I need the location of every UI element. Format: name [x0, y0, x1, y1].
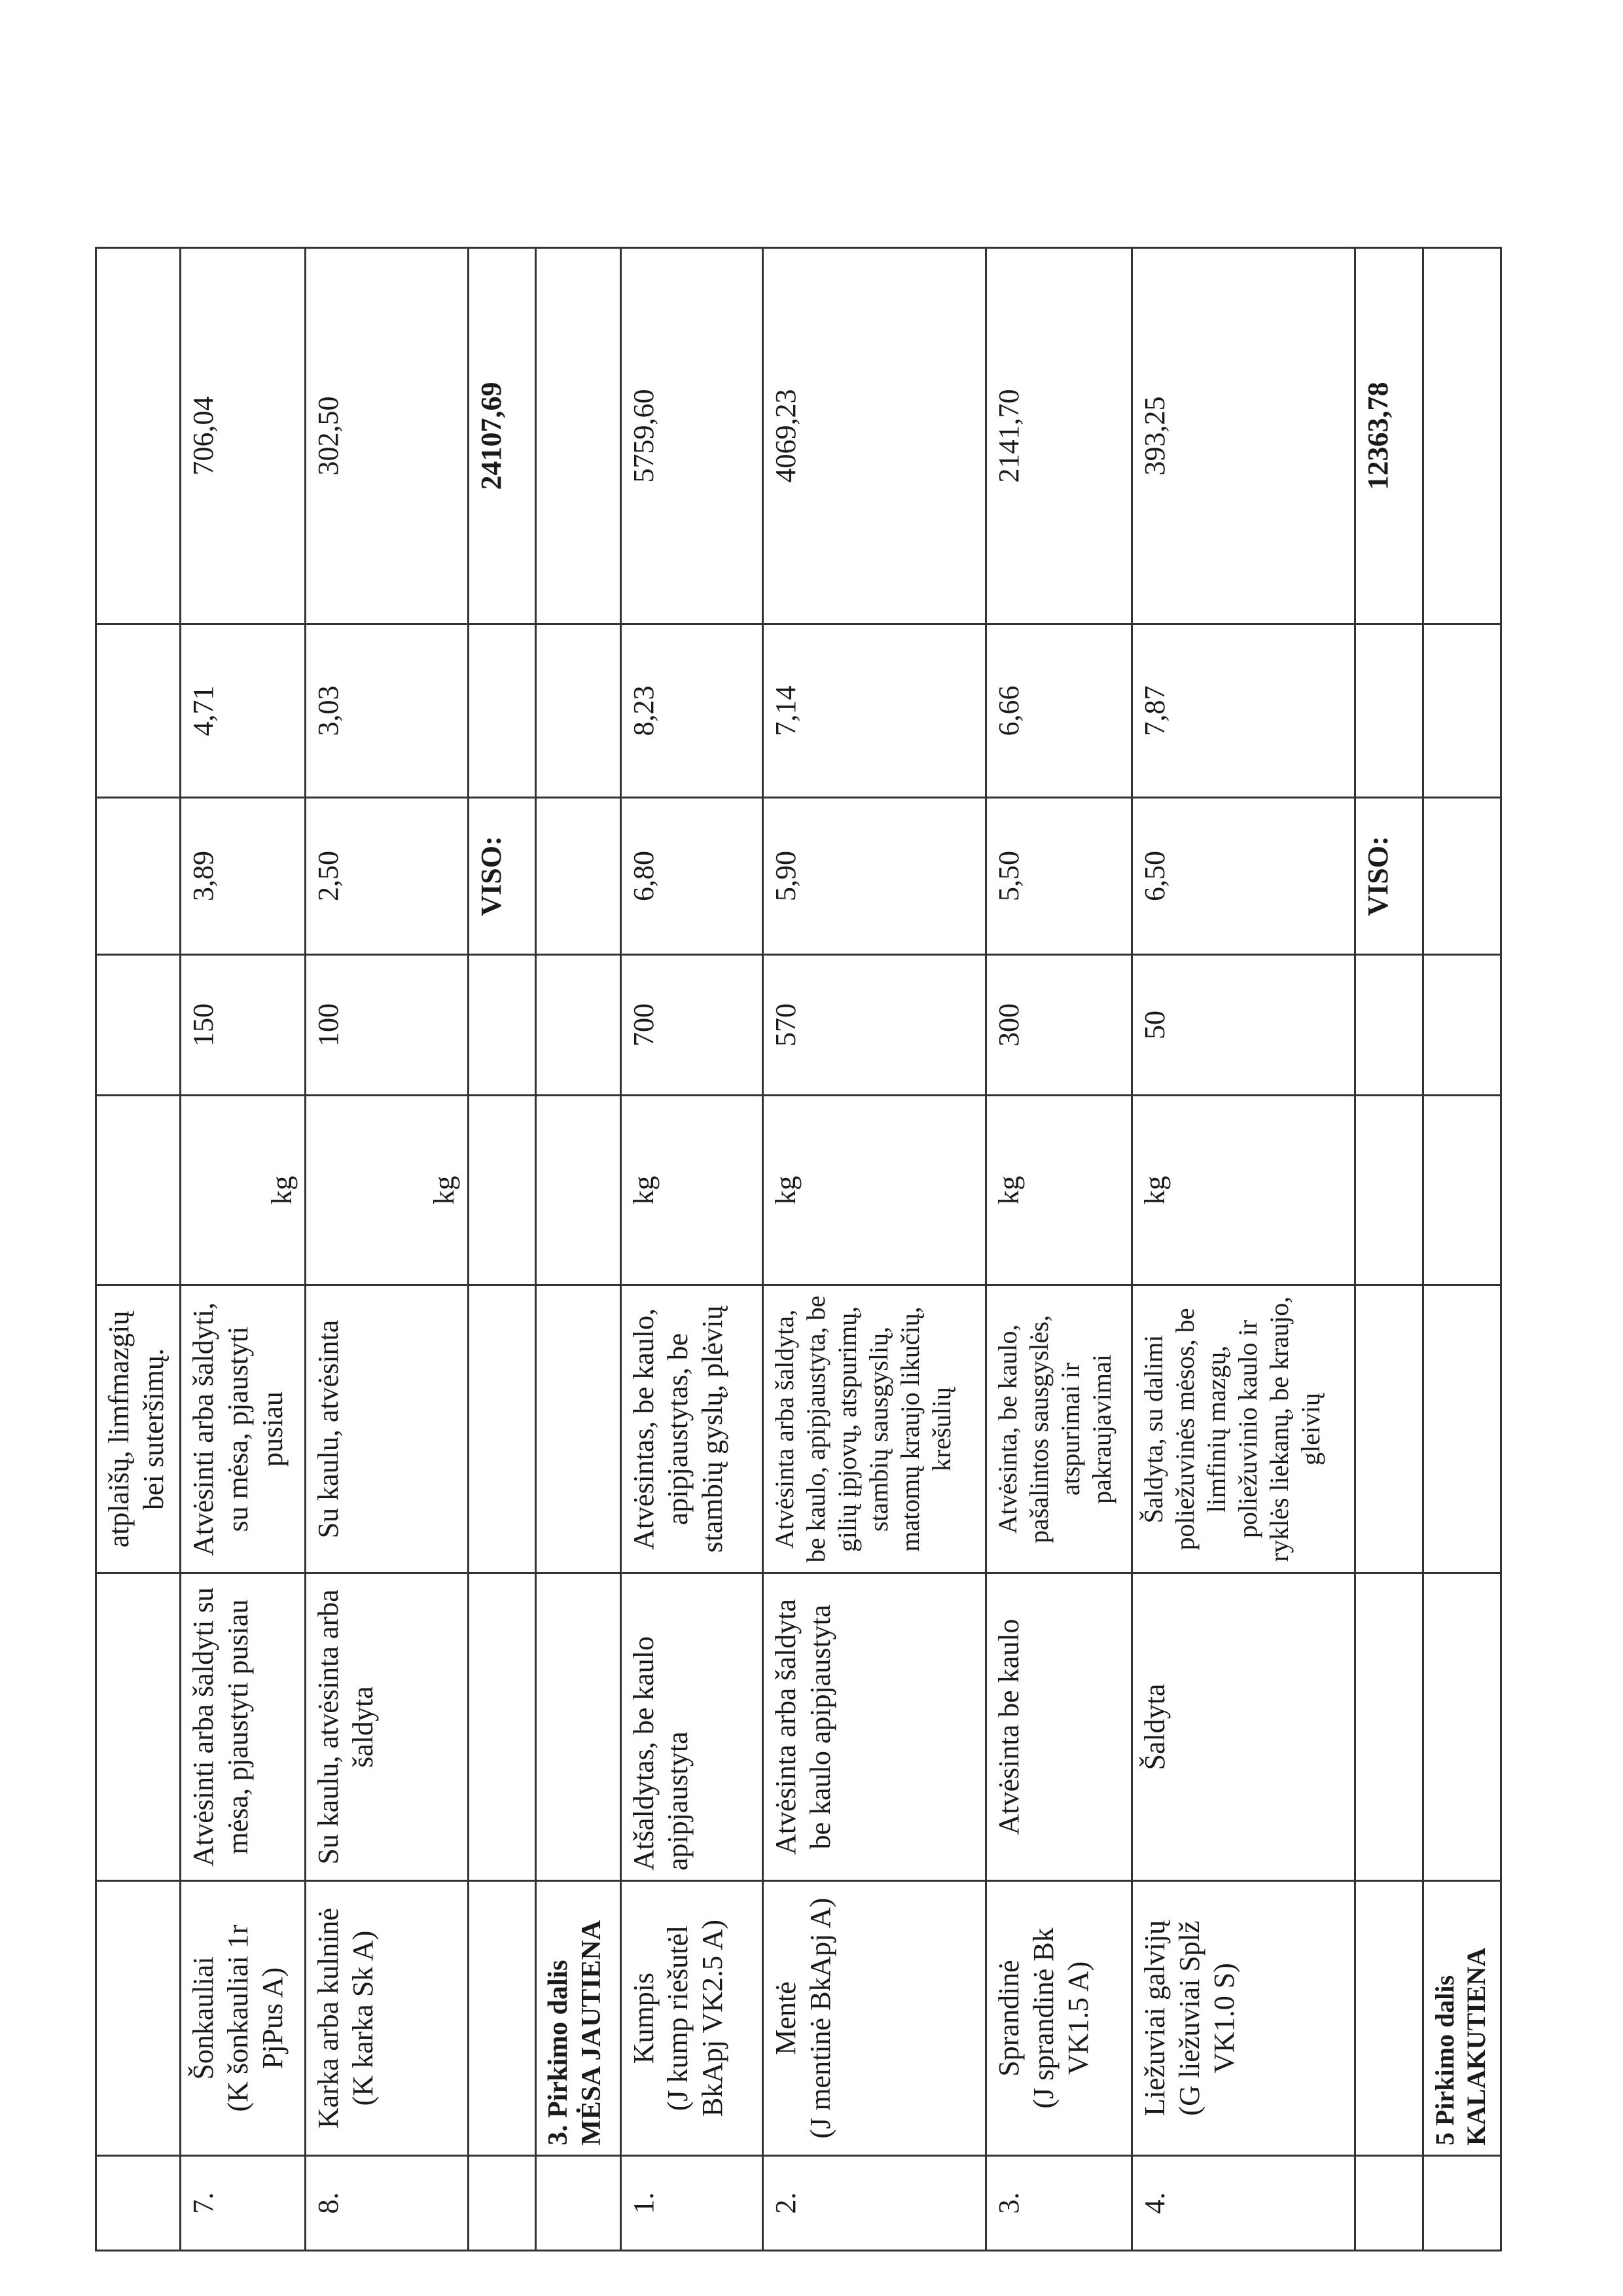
section-row [536, 248, 620, 2251]
total-value: 12363,78 [1355, 248, 1423, 624]
unit-cell: kg [986, 1096, 1132, 1285]
table-row [1132, 248, 1355, 2251]
empty-cell [1355, 1096, 1423, 1285]
vat-price-cell: 7,87 [1132, 624, 1355, 798]
sum-cell: 393,25 [1132, 248, 1355, 624]
requirement-cell: Atvėsinta arba šaldyta be kaulo apipjaustyta [762, 1573, 986, 1881]
unit-cell: kg [620, 1096, 762, 1285]
empty-cell [536, 624, 620, 798]
unit-cell [96, 1096, 181, 1285]
table-row [620, 248, 762, 2251]
total-value: 24107,69 [468, 248, 535, 624]
empty-cell [1355, 624, 1423, 798]
price-cell [96, 798, 181, 955]
empty-cell [468, 1096, 535, 1285]
quantity-cell: 700 [620, 955, 762, 1096]
empty-cell [1355, 1573, 1423, 1881]
product-name-cell [762, 1881, 986, 2156]
empty-cell [1423, 1096, 1501, 1285]
price-cell: 6,80 [620, 798, 762, 955]
product-name: Karka arba kulninė [312, 1907, 345, 2129]
empty-cell [1423, 1285, 1501, 1573]
unit-cell: kg [180, 1096, 305, 1285]
empty-cell [1355, 955, 1423, 1096]
product-name: Kumpis [627, 1972, 660, 2064]
vat-price-cell: 7,14 [762, 624, 986, 798]
empty-cell [1355, 1881, 1423, 2156]
requirement-cell: Su kaulu, atvėsinta arba šaldyta [306, 1573, 468, 1881]
offered-spec-cell: Šaldyta, su dalimi poliežuvinės mėsos, be limfinių mazgų, poliežuvinio kaulo ir ryklės liekanų, be kraujo, gleivių [1132, 1285, 1355, 1573]
requirement-cell: Atvėsinta be kaulo [986, 1573, 1132, 1881]
product-code: (G liežuviai Splž VK1.0 S) [1173, 1920, 1240, 2116]
vat-price-cell [96, 624, 181, 798]
quantity-cell: 300 [986, 955, 1132, 1096]
row-number: 4. [1132, 2156, 1355, 2251]
vat-price-cell: 4,71 [180, 624, 305, 798]
offered-spec-cell: Su kaulu, atvėsinta [306, 1285, 468, 1573]
total-label: VISO: [468, 798, 535, 955]
table-row [180, 248, 305, 2251]
offered-spec-cell: Atvėsintas, be kaulo, apipjaustytas, be stambių gyslų, plėvių [620, 1285, 762, 1573]
quantity-cell: 100 [306, 955, 468, 1096]
empty-cell [536, 248, 620, 624]
table-row [96, 248, 181, 2251]
product-code: (K šonkauliai 1r PjPus A) [221, 1924, 289, 2112]
product-code: (J mentinė BkApj A) [804, 1897, 836, 2139]
empty-cell [1423, 1573, 1501, 1881]
offered-spec-cell: Atvėsinti arba šaldyti, su mėsa, pjaustyti pusiau [180, 1285, 305, 1573]
sum-cell: 706,04 [180, 248, 305, 624]
row-number: 8. [306, 2156, 468, 2251]
row-number: 1. [620, 2156, 762, 2251]
row-number: 3. [986, 2156, 1132, 2251]
empty-cell [1423, 798, 1501, 955]
requirement-cell: Šaldyta [1132, 1573, 1355, 1881]
empty-cell [468, 955, 535, 1096]
rotated-table-wrapper [95, 249, 1502, 2251]
product-code: (K karka Sk A) [347, 1930, 380, 2106]
empty-cell [1423, 248, 1501, 624]
section-row [1423, 248, 1501, 2251]
empty-cell [536, 1573, 620, 1881]
unit-cell: kg [306, 1096, 468, 1285]
empty-cell [1355, 1285, 1423, 1573]
quantity-cell: 150 [180, 955, 305, 1096]
product-name-cell [620, 1881, 762, 2156]
total-row [1355, 248, 1423, 2251]
empty-cell [468, 1573, 535, 1881]
empty-cell [536, 1285, 620, 1573]
price-cell: 2,50 [306, 798, 468, 955]
unit-cell: kg [1132, 1096, 1355, 1285]
total-row [468, 248, 535, 2251]
price-cell: 5,50 [986, 798, 1132, 955]
requirement-cell: Atšaldytas, be kaulo apipjaustyta [620, 1573, 762, 1881]
empty-cell [468, 1881, 535, 2156]
empty-cell [1423, 955, 1501, 1096]
sum-cell [96, 248, 181, 624]
row-number [96, 2156, 181, 2251]
product-name-cell [96, 1881, 181, 2156]
total-label: VISO: [1355, 798, 1423, 955]
vat-price-cell: 6,66 [986, 624, 1132, 798]
requirement-cell [96, 1573, 181, 1881]
empty-cell [536, 2156, 620, 2251]
product-name-cell [306, 1881, 468, 2156]
price-cell: 5,90 [762, 798, 986, 955]
table-row [986, 248, 1132, 2251]
empty-cell [1355, 2156, 1423, 2251]
table-row [762, 248, 986, 2251]
section-title: 5 Pirkimo dalis KALAKUTIENA [1423, 1881, 1501, 2156]
offered-spec-cell: Atvėsinta arba šaldyta, be kaulo, apipjaustyta, be gilių įpjovų, atspurimų, stambių sausgyslių, matomų kraujo likučių, krešulių [762, 1285, 986, 1573]
sum-cell: 302,50 [306, 248, 468, 624]
empty-cell [468, 624, 535, 798]
empty-cell [1423, 624, 1501, 798]
procurement-table [95, 247, 1502, 2251]
product-name-cell [986, 1881, 1132, 2156]
empty-cell [536, 955, 620, 1096]
product-name: Liežuviai galvijų [1138, 1920, 1171, 2117]
offered-spec-cell [96, 1285, 181, 1573]
quantity-cell: 570 [762, 955, 986, 1096]
row-number: 7. [180, 2156, 305, 2251]
vat-price-cell: 8,23 [620, 624, 762, 798]
offered-spec-cell: Atvėsinta, be kaulo, pašalintos sausgyslės, atspurimai ir pakraujavimai [986, 1285, 1132, 1573]
product-name: Mentė [769, 1981, 802, 2055]
row-number: 2. [762, 2156, 986, 2251]
quantity-cell: 50 [1132, 955, 1355, 1096]
price-cell: 3,89 [180, 798, 305, 955]
sum-cell: 4069,23 [762, 248, 986, 624]
section-title: 3. Pirkimo dalis MĖSA JAUTIENA [536, 1881, 620, 2156]
product-name: Sprandinė [993, 1960, 1026, 2077]
empty-cell [536, 1096, 620, 1285]
offered-spec-text: atplaišų, limfmazgių bei suteršimų. [103, 1310, 169, 1548]
empty-cell [468, 1285, 535, 1573]
requirement-cell: Atvėsinti arba šaldyti su mėsa, pjaustyti pusiau [180, 1573, 305, 1881]
product-code: (J kump riešutėl BkApj VK2.5 A) [662, 1919, 729, 2117]
sum-cell: 5759,60 [620, 248, 762, 624]
empty-cell [468, 2156, 535, 2251]
empty-cell [536, 798, 620, 955]
table-row [306, 248, 468, 2251]
sum-cell: 2141,70 [986, 248, 1132, 624]
product-name: Šonkauliai [187, 1956, 219, 2080]
price-cell: 6,50 [1132, 798, 1355, 955]
empty-cell [1423, 2156, 1501, 2251]
product-code: (J sprandinė Bk VK1.5 A) [1027, 1928, 1095, 2109]
unit-cell: kg [762, 1096, 986, 1285]
product-name-cell [180, 1881, 305, 2156]
product-name-cell [1132, 1881, 1355, 2156]
quantity-cell [96, 955, 181, 1096]
vat-price-cell: 3,03 [306, 624, 468, 798]
